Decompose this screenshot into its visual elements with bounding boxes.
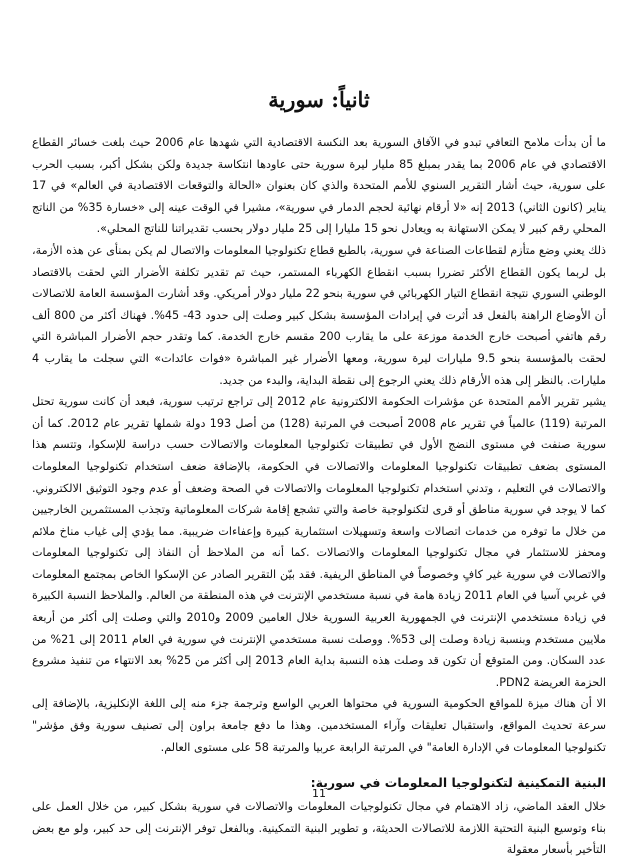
paragraph-egov-ranking: يشير تقرير الأمم المتحدة عن مؤشرات الحكومة الالكترونية عام 2012 إلى تراجع ترتيب سورية، فبعد أن كانت سورية تحتل المرتبة (119) عالمياً في تقرير عام 2008 أصبحت في المرتبة (128) من أصل 193 دولة شملها تقرير عام 2012. كما أن سورية صنفت في مستوى النضج الأول في تطبيقات تكنولوجيا المعلومات والاتصالات حسب دراسة للإسكوا، وتتسم هذا المستوى بضعف تطبيقات تكنولوجيا المعلومات والاتصالات في الحكومة، بالإضافة ضعف استخدام تكنولوجيا المعلومات والاتصالات في التعليم ، وتدني استخدام تكنولوجيا المعلومات والاتصالات في الصحة وضعف أو عدم وجود التوثيق الالكتروني. كما لا يوجد في سورية مناطق أو قرى لتكنولوجية خاصة والتي تشجع إقامة شركات المعلوماتية وتجذب المستثمرين الخارجيين من خلال ما توفره من خدمات اتصالات واسعة وتسهيلات استثمارية كبيرة وإعفاءات ضريبية. مما يؤدي إلى غياب مناخ ملائم ومحفز للاستثمار في مجال تكنولوجيا المعلومات والاتصالات .كما أنه من الملاحظ أن النفاذ إلى تكنولوجيا المعلومات والاتصالات في سورية غير كافٍ وخصوصاً في المناطق الريفية. فقد بيّن التقرير الصادر عن الإسكوا الخاص بمجتمع المعلومات في غربي آسيا في العام 2011 زيادة هامة في نسبة مستخدمي الإنترنت في هذه المنطقة من العالم. والملاحظ النسبة الكبيرة في زيادة مستخدمي الإنترنت في الجمهورية العربية السورية خلال العامين 2009 و2010 والتي وصلت إلى أكثر من أربعة ملايين مستخدم وبنسبة زيادة وصلت إلى 53%. ووصلت نسبة مستخدمي الإنترنت في سورية في العام 2011 إلى 21% من عدد السكان. ومن المتوقع أن تكون قد وصلت هذه النسبة بداية العام 2013 إلى أكثر من 25% بعد الانتهاء من تنفيذ مشروع الحزمة العريضة PDN2. xyxy=(32,395,607,689)
page-title: ثانياً: سورية xyxy=(268,87,370,112)
paragraph-ict-sector: ذلك يعني وضع متأزم لقطاعات الصناعة في سورية، بالطبع قطاع تكنولوجيا المعلومات والاتصال لم يكن بمنأى عن هذه الأزمة، بل لربما يكون القطاع الأكثر تضررا بسبب انقطاع الكهرباء المستمر، حيث تم تقدير تكلفة الأضرار التي لحقت بالاقتصاد الوطني السوري نتيجة انقطاع التيار الكهربائي في سورية بنحو 22 مليار دولار أمريكي. وقد أشارت المؤسسة العامة للاتصالات أن الأوضاع الراهنة بالفعل قد أثرت في إيرادات المؤسسة بشكل كبير وصلت إلى حدود 43- 45%. فهناك أكثر من 800 ألف رقم هاتفي أصبحت خارج الخدمة موزعة على ما يقارب 200 مقسم خارج الخدمة. كما وتقدر حجم الأضرار المباشرة التي لحقت بالمؤسسة بنحو 9.5 مليارات ليرة سورية، ومعها الأضرار غير المباشرة «فوات عائدات» التي سجلت ما يقارب 4 مليارات. بالنظر إلى هذه الأرقام ذلك يعني الرجوع إلى نقطة البداية، والبدء من جديد. xyxy=(32,243,607,387)
section-heading: البنية التمكينية لتكنولوجيا المعلومات في سورية: xyxy=(310,775,606,791)
paragraph-infrastructure: خلال العقد الماضي، زاد الاهتمام في مجال تكنولوجيات المعلومات والاتصالات في سورية بشكل كبير، من خلال العمل على بناء وتوسيع البنية التحتية اللازمة للاتصالات الحديثة، و تطوير البنية التمكينية. وبالفعل توفر الإنترنت إلى حد كبير، ولو مع بعض التأخير بأسعار معقولة xyxy=(32,800,606,857)
page-number: 11 xyxy=(312,787,326,800)
paragraph-losses: ما أن بدأت ملامح التعافي تبدو في الآفاق السورية بعد النكسة الاقتصادية التي شهدها عام 2006 حيث بلغت خسائر القطاع الاقتصادي في عام 2006 بما يقدر بمبلغ 85 مليار ليرة سورية حتى عاودها انتكاسة جديدة ولكن بشكل أكبر، بسبب الحرب على سورية، حيث أشار التقرير السنوي للأمم المتحدة والذي كان بعنوان «الحالة والتوقعات الاقتصادية في العالم» في 17 يناير (كانون الثاني) 2013 إنه «لا أرقام نهائية لحجم الدمار في سورية»، مشيرا في الوقت عينه إلى «خسارة 35% من الناتج المحلي رقم كبير لا يمكن الاستهانة به ويعادل نحو 15 مليارا إلى 25 مليار دولار بحسب تقديراتنا للناتج المحلي». xyxy=(32,136,606,236)
paragraph-gov-websites: الا أن هناك ميزة للمواقع الحكومية السورية في محتواها العربي الواسع وترجمة جزء منه إلى اللغة الإنكليزية، بالإضافة إلى سرعة تحديث المواقع، واستقبال تعليقات وآراء المستخدمين. وهذا ما دفع جامعة براون إلى تصنيف سورية وفق مؤشر" تكنولوجيا المعلومات في الإدارة العامة" في المرتبة الرابعة عربيا والمرتبة 58 على مستوى العالم. xyxy=(32,697,606,754)
